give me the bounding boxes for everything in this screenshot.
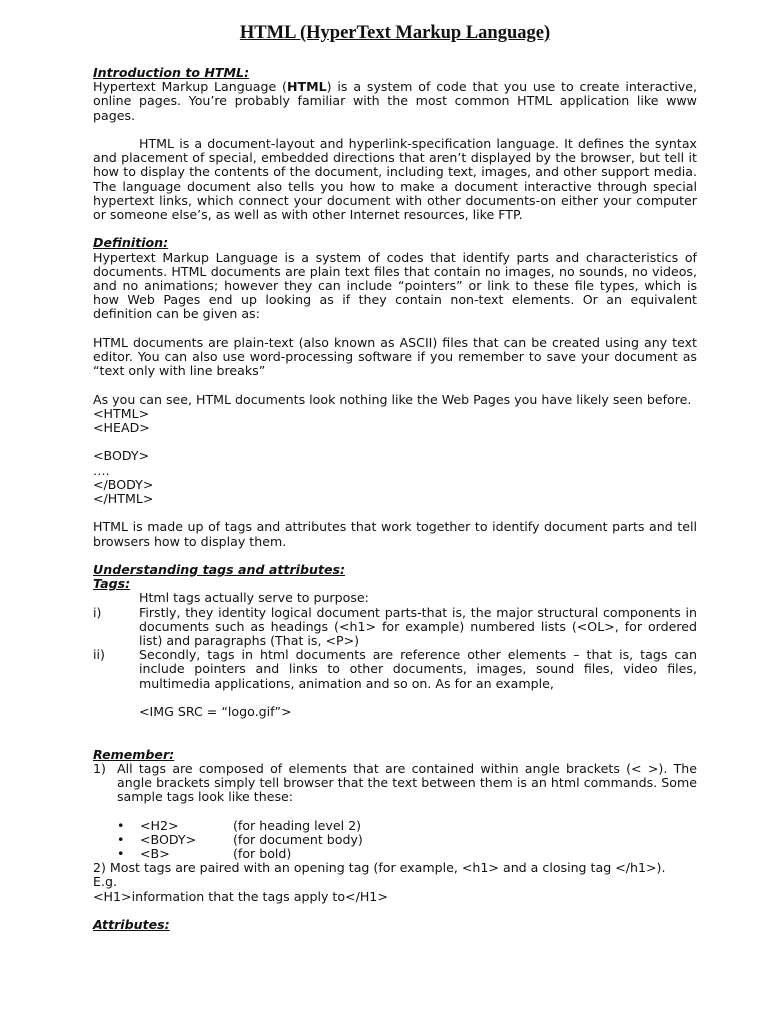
definition-paragraph-4: HTML is made up of tags and attributes that work together to identify document parts and tell browsers how to display them. (93, 519, 697, 549)
tags-lead: Html tags actually serve to purpose: (139, 590, 369, 606)
eg-label: E.g. (93, 874, 117, 890)
definition-heading: Definition: (93, 235, 169, 251)
remember-heading: Remember: (93, 746, 175, 762)
tag-description: (for document body) (233, 831, 363, 847)
intro-paragraph-1: Hypertext Markup Language (HTML) is a system of code that you use to create interactive, online pages. You’re probably familiar with the most common HTML application like www pages. (93, 79, 697, 123)
bullet-icon: • (117, 817, 125, 833)
code-line: </HTML> (93, 491, 154, 507)
list-number: 1) (93, 760, 106, 776)
definition-paragraph-3: As you can see, HTML documents look nothing like the Web Pages you have likely seen before. (93, 391, 692, 407)
tag-description: (for heading level 2) (233, 817, 362, 833)
intro-heading: Introduction to HTML: (93, 65, 250, 80)
tag-name: <H2> (140, 817, 179, 833)
definition-paragraph-2: HTML documents are plain-text (also known as ASCII) files that can be created using any text editor. You can also use word-processing software if you remember to save your document as “text only with line breaks” (93, 334, 697, 379)
bullet-icon: • (117, 831, 125, 847)
code-line: <BODY> (93, 448, 150, 464)
attributes-heading: Attributes: (93, 917, 170, 932)
intro-paragraph-2: HTML is a document-layout and hyperlink-specification language. It defines the syntax and placement of special, embedded directions that aren’t displayed by the browser, but tell it how to display the contents of the document, including text, images, and other support media. The language document also tells you how to make a document interactive through special hypertext links, which connect your document with other documents-on either your computer or someone else’s, as well as with other Internet resources, like FTP. (93, 136, 697, 223)
tags-section-heading: Understanding tags and attributes: (93, 562, 346, 577)
bullet-icon: • (117, 846, 125, 861)
remember-item-2: 2) Most tags are paired with an opening tag (for example, <h1> and a closing tag </h1>). (93, 860, 666, 876)
tag-name: <B> (140, 846, 170, 861)
list-item (93, 606, 697, 649)
img-example: <IMG SRC = “logo.gif”> (139, 704, 292, 720)
eg-code: <H1>information that the tags apply to</H1> (93, 888, 388, 904)
definition-paragraph-1: Hypertext Markup Language is a system of codes that identify parts and characteristics of documents. HTML documents are plain text files that contain no images, no sounds, no videos, and no animations; however they can include “pointers” or link to these file types, which is how Web Pages end up looking as if they contain non-text elements. Or an equivalent definition can be given as: (93, 249, 697, 322)
code-line: <HEAD> (93, 420, 150, 436)
code-line: …. (93, 462, 110, 478)
list-text: Firstly, they identity logical document parts-that is, the major structural components in documents such as headings (<h1> for example) numbered lists (<OL>, for ordered list) and paragraphs (That is, <P>) (139, 604, 697, 649)
list-item (117, 819, 697, 833)
tags-subheading: Tags: (93, 576, 131, 592)
list-number: i) (93, 604, 102, 620)
sample-tags-list (93, 819, 697, 862)
list-text: All tags are composed of elements that are contained within angle brackets (< >). The angle brackets simply tell browser that the text between them is an html commands. Some sample tags look like these: (117, 760, 697, 805)
code-line: </BODY> (93, 476, 154, 492)
code-line: <HTML> (93, 405, 150, 421)
list-item (117, 833, 697, 847)
tag-name: <BODY> (140, 831, 197, 847)
tag-description: (for bold) (233, 846, 292, 861)
list-item (93, 648, 697, 691)
page-title: HTML (HyperText Markup Language) (239, 23, 551, 43)
list-item (117, 847, 697, 861)
list-item (93, 762, 697, 805)
list-number: ii) (93, 647, 105, 663)
list-text: Secondly, tags in html documents are reference other elements – that is, tags can include pointers and links to other documents, images, sound files, video files, multimedia applications, animation and so on. As for an example, (139, 647, 697, 691)
